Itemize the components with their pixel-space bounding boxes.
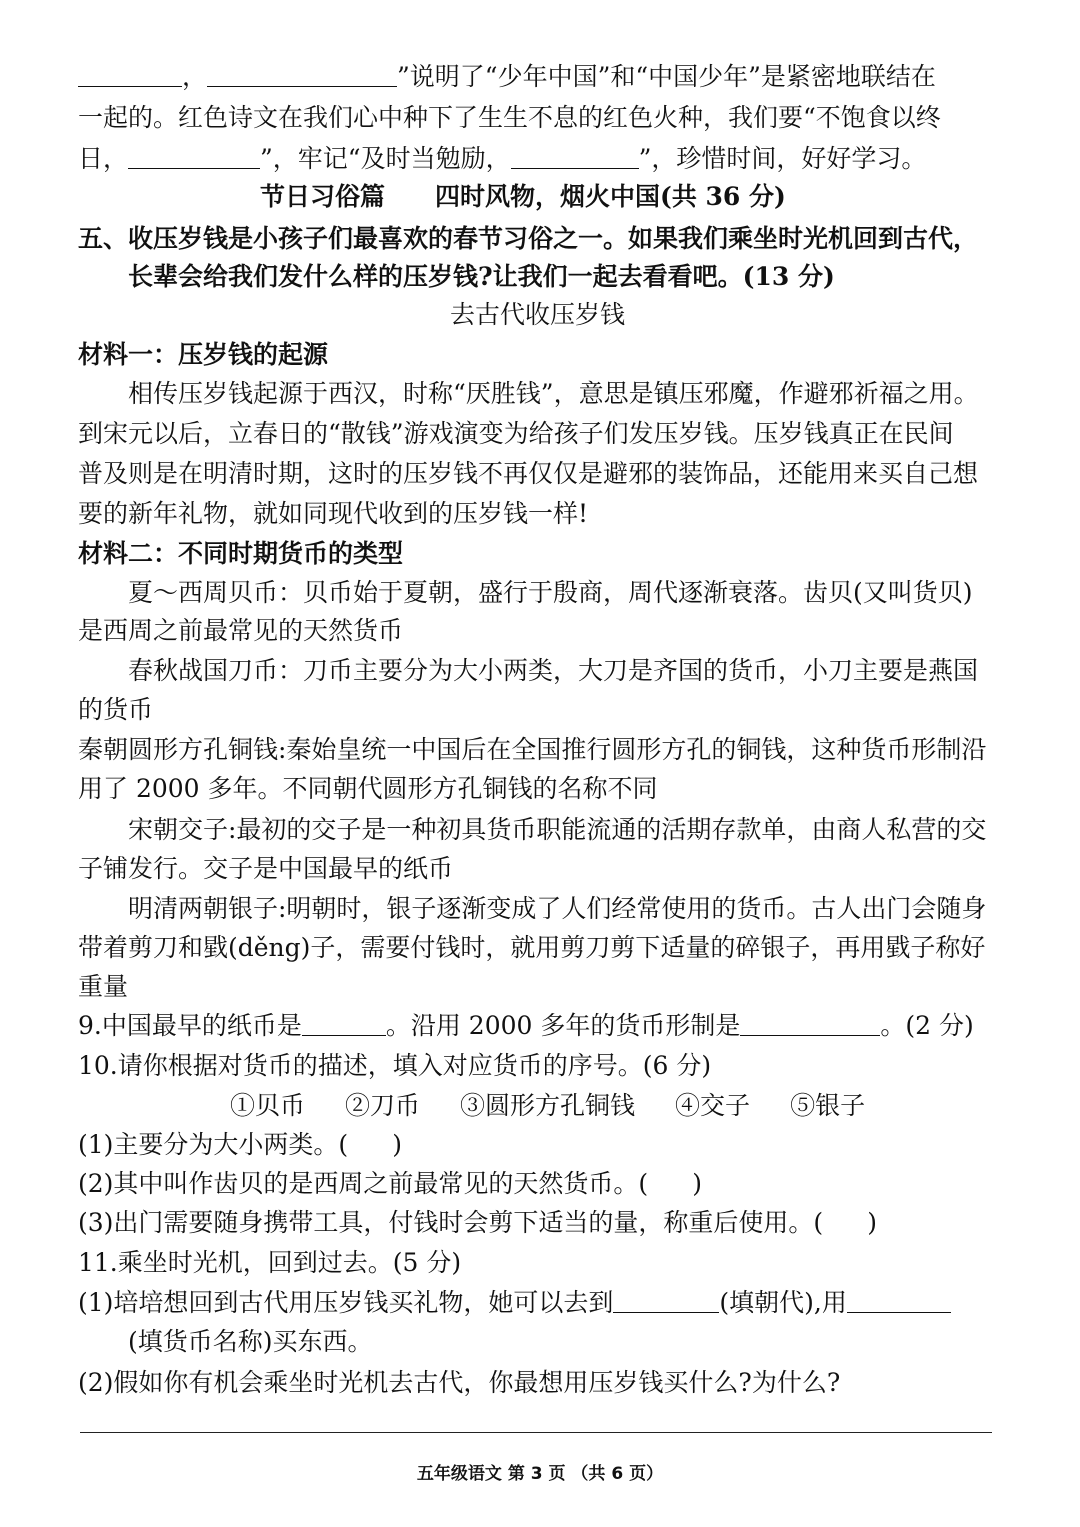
section-title: 节日习俗篇 四时风物，烟火中国(共 36 分) — [260, 182, 786, 211]
option-item: ⑤银子 — [790, 1091, 866, 1120]
q11-part1: (1)培培想回到古代用压岁钱买礼物，她可以去到 (填朝代),用 — [78, 1286, 951, 1320]
passage-title: 去古代收压岁钱 — [450, 300, 626, 329]
answer-line[interactable] — [80, 1432, 992, 1433]
material2-line: 用了 2000 多年。不同朝代圆形方孔铜钱的名称不同 — [78, 774, 658, 803]
q5-line-1: 五、收压岁钱是小孩子们最喜欢的春节习俗之一。如果我们乘坐时光机回到古代， — [78, 224, 979, 253]
material2-line: 重量 — [78, 972, 129, 1001]
answer-blank[interactable] — [740, 1011, 880, 1036]
answer-blank[interactable] — [207, 62, 397, 87]
answer-paren[interactable]: ( ) — [813, 1208, 877, 1237]
q9-line: 9.中国最早的纸币是 。沿用 2000 多年的货币形制是 。(2 分) — [78, 1011, 974, 1040]
material2-line: 明清两朝银子:明朝时，银子逐渐变成了人们经常使用的货币。古人出门会随身 — [128, 894, 987, 923]
q10-stem: 10.请你根据对货币的描述，填入对应货币的序号。(6 分) — [78, 1051, 712, 1080]
material1-line: 要的新年礼物，就如同现代收到的压岁钱一样! — [78, 499, 589, 528]
material2-line: 是西周之前最常见的天然货币 — [78, 616, 404, 645]
q10-item-1: (1)主要分为大小两类。( ) — [78, 1128, 402, 1162]
material1-line: 普及则是在明清时期，这时的压岁钱不再仅仅是避邪的装饰品，还能用来买自己想 — [78, 459, 979, 488]
q10-item-3: (3)出门需要随身携带工具，付钱时会剪下适当的量，称重后使用。( ) — [78, 1206, 877, 1240]
option-item: ②刀币 — [345, 1091, 421, 1120]
material2-line: 夏～西周贝币：贝币始于夏朝，盛行于殷商，周代逐渐衰落。齿贝(又叫货贝) — [128, 578, 973, 607]
answer-blank[interactable] — [302, 1011, 386, 1036]
intro-line-2: 一起的。红色诗文在我们心中种下了生生不息的红色火种，我们要“不饱食以终 — [78, 103, 941, 132]
option-item: ③圆形方孔铜钱 — [460, 1091, 636, 1120]
material1-line: 到宋元以后，立春日的“散钱”游戏演变为给孩子们发压岁钱。压岁钱真正在民间 — [78, 419, 954, 448]
material2-line: 的货币 — [78, 695, 154, 724]
answer-paren[interactable]: ( ) — [638, 1169, 702, 1198]
material2-line: 春秋战国刀币：刀币主要分为大小两类，大刀是齐国的货币，小刀主要是燕国 — [128, 656, 979, 685]
q10-item-2: (2)其中叫作齿贝的是西周之前最常见的天然货币。( ) — [78, 1167, 702, 1201]
answer-blank[interactable] — [78, 62, 182, 87]
intro-text: ”说明了“少年中国”和“中国少年”是紧密地联结在 — [397, 62, 936, 91]
q11-stem: 11.乘坐时光机，回到过去。(5 分) — [78, 1248, 462, 1277]
material2-line: 带着剪刀和戥(děng)子，需要付钱时，就用剪刀剪下适量的碎银子，再用戥子称好 — [78, 933, 986, 962]
option-item: ①贝币 — [230, 1091, 306, 1120]
q5-line-2: 长辈会给我们发什么样的压岁钱?让我们一起去看看吧。(13 分) — [128, 262, 835, 291]
answer-blank[interactable] — [128, 144, 260, 169]
option-item: ④交子 — [675, 1091, 751, 1120]
q10-options — [230, 1089, 905, 1123]
material2-line: 子铺发行。交子是中国最早的纸币 — [78, 854, 454, 883]
intro-line-3: 日， ”，牢记“及时当勉励， ”，珍惜时间，好好学习。 — [78, 144, 927, 173]
q11-part1-cont: (填货币名称)买东西。 — [128, 1327, 373, 1356]
intro-line-1: ， ”说明了“少年中国”和“中国少年”是紧密地联结在 — [78, 60, 936, 94]
answer-blank[interactable] — [613, 1288, 719, 1313]
material1-line: 相传压岁钱起源于西汉，时称“厌胜钱”，意思是镇压邪魔，作避邪祈福之用。 — [128, 379, 979, 408]
material1-heading: 材料一：压岁钱的起源 — [78, 340, 329, 369]
answer-paren[interactable]: ( ) — [338, 1130, 402, 1159]
material2-line: 宋朝交子:最初的交子是一种初具货币职能流通的活期存款单，由商人私营的交 — [128, 815, 987, 844]
material2-line: 秦朝圆形方孔铜钱:秦始皇统一中国后在全国推行圆形方孔的铜钱，这种货币形制沿 — [78, 735, 987, 764]
answer-blank[interactable] — [847, 1288, 951, 1313]
page-footer: 五年级语文 第 3 页 （共 6 页） — [416, 1464, 664, 1484]
q11-part2: (2)假如你有机会乘坐时光机去古代，你最想用压岁钱买什么?为什么? — [78, 1368, 841, 1397]
material2-heading: 材料二：不同时期货币的类型 — [78, 539, 404, 568]
answer-blank[interactable] — [511, 144, 639, 169]
